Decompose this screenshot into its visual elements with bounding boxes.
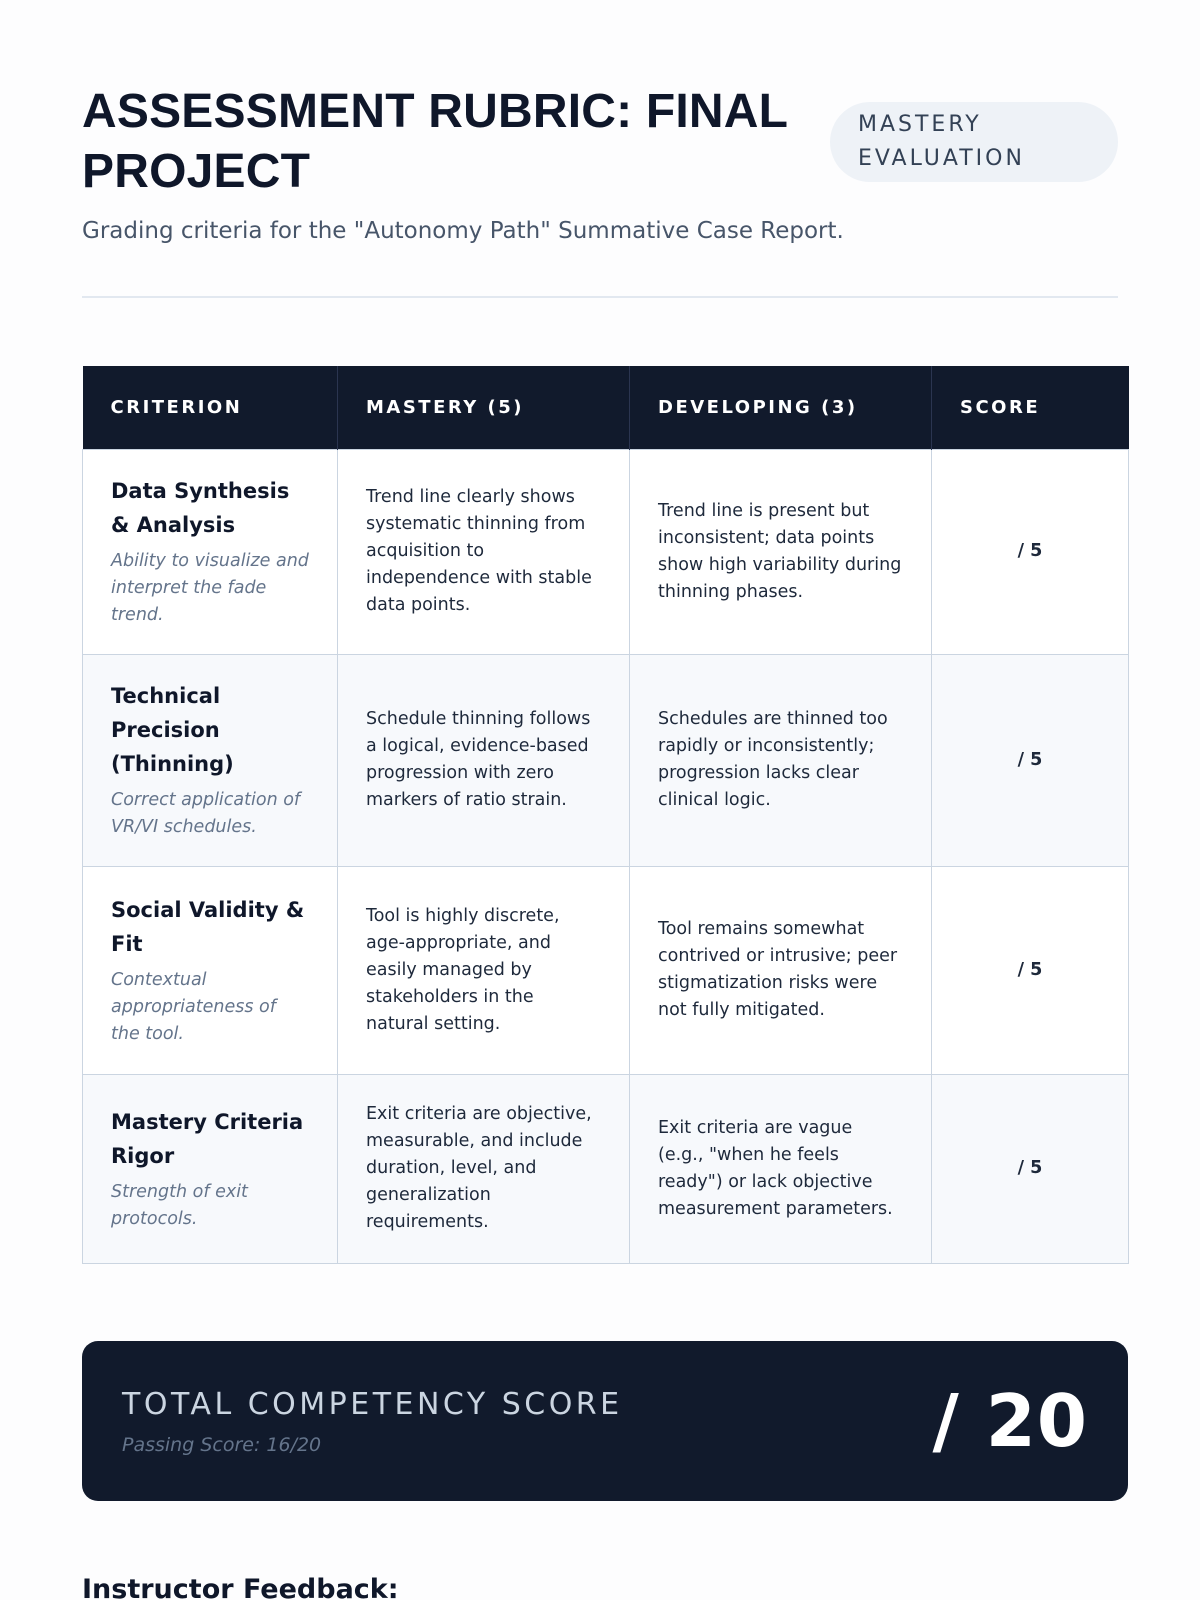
- total-label: TOTAL COMPETENCY SCORE: [122, 1386, 623, 1422]
- mastery-cell: Schedule thinning follows a logical, evidence-based progression with zero markers of ratio strain.: [338, 654, 630, 866]
- table-row: [83, 866, 1129, 1074]
- criterion-description: Contextual appropriateness of the tool.: [111, 969, 276, 1044]
- table-header-row: [83, 366, 1129, 449]
- developing-cell: Trend line is present but inconsistent; data points show high variability during thinning phases.: [630, 449, 932, 654]
- table-row: [83, 654, 1129, 866]
- total-label-group: [122, 1387, 623, 1456]
- rubric-table: [82, 366, 1129, 1264]
- criterion-name: Mastery Criteria Rigor: [111, 1109, 304, 1168]
- column-header-developing: DEVELOPING (3): [630, 366, 932, 449]
- table-row: [83, 1074, 1129, 1263]
- page-subtitle: Grading criteria for the "Autonomy Path" Summative Case Report.: [82, 218, 844, 244]
- mastery-badge: MASTERY EVALUATION: [830, 102, 1118, 182]
- page-title: ASSESSMENT RUBRIC: FINAL PROJECT: [82, 85, 788, 198]
- criterion-name: Social Validity & Fit: [111, 897, 305, 956]
- score-cell: / 5: [932, 654, 1129, 866]
- table-row: [83, 449, 1129, 654]
- header: [82, 82, 1118, 202]
- column-header-score: SCORE: [932, 366, 1129, 449]
- passing-score: Passing Score: 16/20: [122, 1433, 322, 1456]
- mastery-cell: Trend line clearly shows systematic thinning from acquisition to independence with stable data points.: [338, 449, 630, 654]
- instructor-feedback-heading: Instructor Feedback:: [82, 1574, 399, 1600]
- criterion-name: Data Synthesis & Analysis: [111, 479, 290, 537]
- developing-cell: Tool remains somewhat contrived or intrusive; peer stigmatization risks were not fully mitigated.: [630, 866, 932, 1074]
- header-divider: [82, 296, 1118, 298]
- criterion-description: Correct application of VR/VI schedules.: [111, 790, 301, 837]
- developing-cell: Schedules are thinned too rapidly or inconsistently; progression lacks clear clinical logic.: [630, 654, 932, 866]
- developing-cell: Exit criteria are vague (e.g., "when he feels ready") or lack objective measurement parameters.: [630, 1074, 932, 1263]
- total-score-panel: [82, 1341, 1128, 1501]
- criterion-cell: [83, 866, 338, 1074]
- mastery-cell: Exit criteria are objective, measurable, and include duration, level, and generalization requirements.: [338, 1074, 630, 1263]
- score-cell: / 5: [932, 449, 1129, 654]
- score-cell: / 5: [932, 866, 1129, 1074]
- criterion-cell: [83, 449, 338, 654]
- criterion-name: Technical Precision (Thinning): [111, 684, 234, 776]
- column-header-criterion: CRITERION: [83, 366, 338, 449]
- criterion-description: Strength of exit protocols.: [111, 1181, 248, 1229]
- total-score-value: / 20: [932, 1379, 1088, 1463]
- score-cell: / 5: [932, 1074, 1129, 1263]
- criterion-cell: [83, 1074, 338, 1263]
- column-header-mastery: MASTERY (5): [338, 366, 630, 449]
- criterion-cell: [83, 654, 338, 866]
- criterion-description: Ability to visualize and interpret the fade trend.: [111, 551, 309, 625]
- mastery-cell: Tool is highly discrete, age-appropriate, and easily managed by stakeholders in the natural setting.: [338, 866, 630, 1074]
